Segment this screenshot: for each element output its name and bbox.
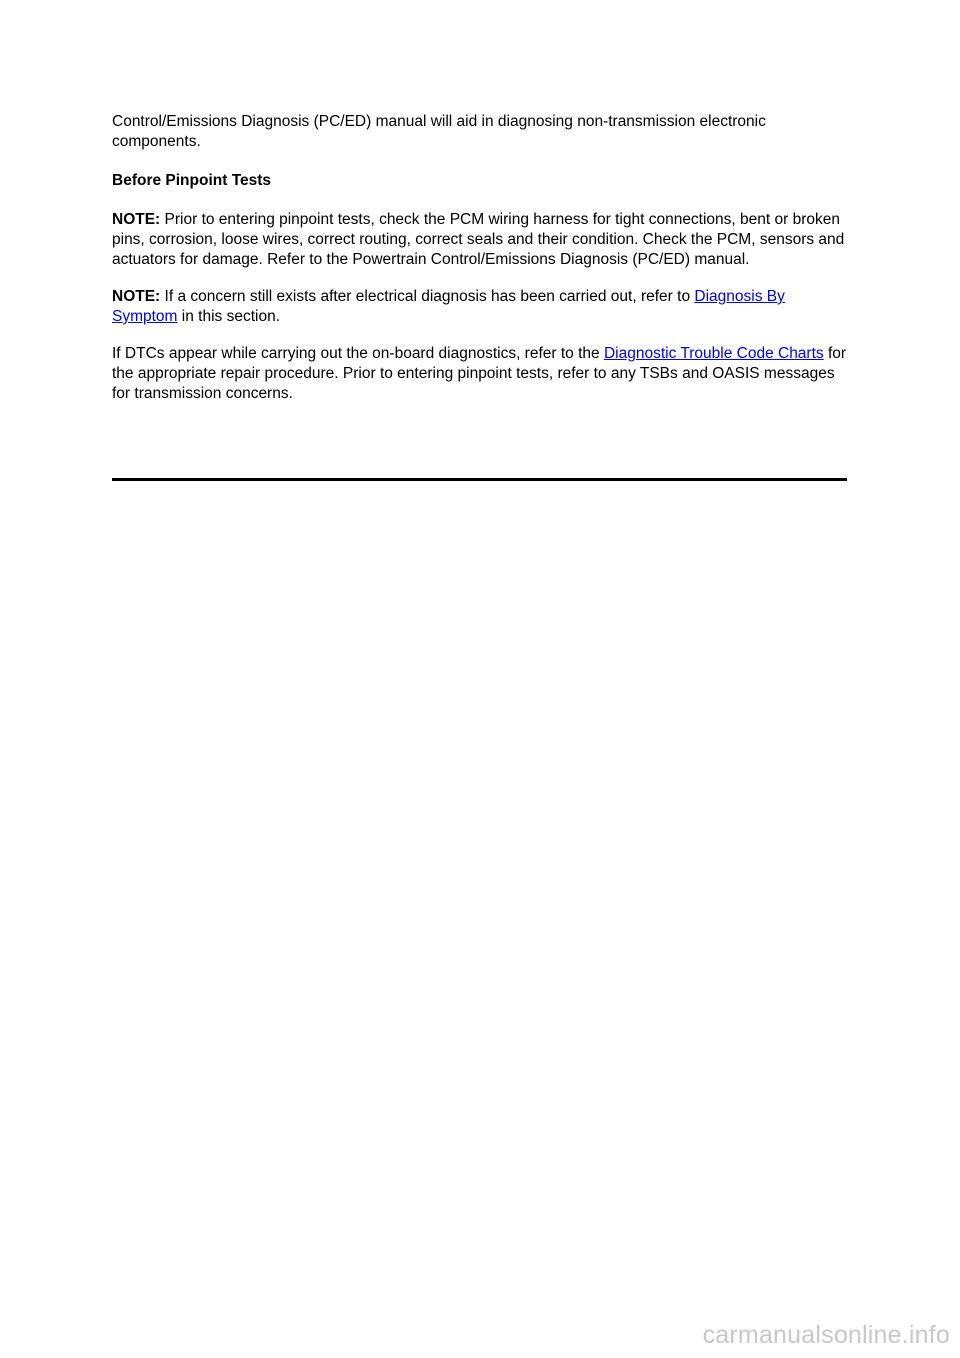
note-text-after: in this section. [181,308,280,325]
diagnosis-by-symptom-link[interactable]: Diagnosis By Symptom [112,288,785,325]
watermark-text: carmanualsonline.info [702,1321,950,1349]
diagnostic-trouble-code-charts-link[interactable]: Diagnostic Trouble Code Charts [603,345,824,362]
note-paragraph-pcm-check [112,210,848,270]
dtc-paragraph [112,344,848,404]
note-text: Prior to entering pinpoint tests, check the PCM wiring harness for tight connections, bent or broken pins, corrosion, loose wires, correct routing, correct seals and their condition. Check the PCM, sensors and actuators for damage. Refer to the Powertrain Control/Emissions Diagnosis (PC/ED) manual. [112,211,845,268]
dtc-text: If DTCs appear while carrying out the on-board diagnostics, refer to the [112,345,600,362]
note-paragraph-concern [112,287,848,327]
note-text: If a concern still exists after electrical diagnosis has been carried out, refer to [164,288,691,305]
document-body [112,112,848,404]
note-label: NOTE: [112,211,161,228]
section-divider [112,478,847,481]
intro-paragraph: Control/Emissions Diagnosis (PC/ED) manual will aid in diagnosing non-transmission electronic components. [112,113,766,150]
note-label: NOTE: [112,288,161,305]
section-heading: Before Pinpoint Tests [112,172,272,189]
dtc-text-after: for the appropriate repair procedure. Prior to entering pinpoint tests, refer to any TSBs and OASIS messages for transmission concerns. [112,345,847,402]
